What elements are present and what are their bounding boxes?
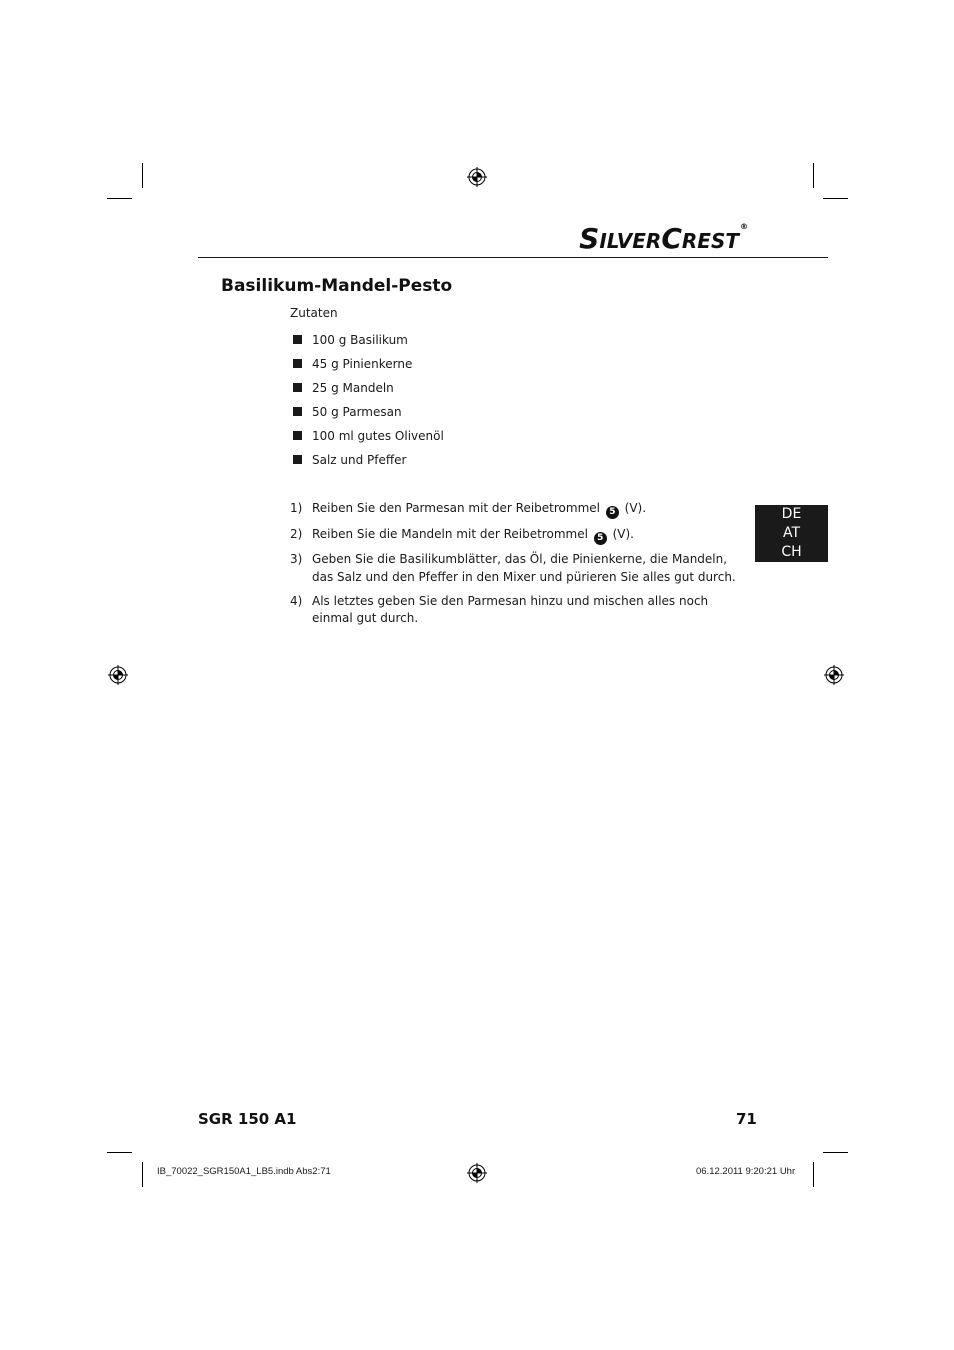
instruction-step xyxy=(290,526,740,545)
list-item xyxy=(293,451,444,475)
model-number: SGR 150 A1 xyxy=(198,1110,297,1128)
step-text-part: Reiben Sie den Parmesan mit der Reibetrommel xyxy=(312,501,600,515)
logo-letter: S xyxy=(579,222,600,255)
square-bullet-icon xyxy=(293,407,302,416)
square-bullet-icon xyxy=(293,455,302,464)
logo-letter: C xyxy=(661,222,682,255)
recipe-title: Basilikum-Mandel-Pesto xyxy=(221,276,453,296)
language-code: AT xyxy=(782,525,801,541)
print-slug-file: IB_70022_SGR150A1_LB5.indb Abs2:71 xyxy=(157,1166,331,1177)
language-code: CH xyxy=(781,544,802,560)
list-item xyxy=(293,403,444,427)
step-text-part: Reiben Sie die Mandeln mit der Reibetrommel xyxy=(312,526,588,541)
language-tab xyxy=(755,505,828,562)
list-item xyxy=(293,355,444,379)
instruction-step xyxy=(290,593,740,628)
ingredient-text: Salz und Pfeffer xyxy=(312,453,407,467)
page-number: 71 xyxy=(736,1110,757,1128)
square-bullet-icon xyxy=(293,383,302,392)
crop-mark xyxy=(823,1152,848,1153)
language-code: DE xyxy=(781,506,802,522)
header-divider xyxy=(198,257,828,258)
registered-mark: ® xyxy=(740,222,748,231)
crop-mark xyxy=(142,1162,143,1187)
registration-mark-icon xyxy=(108,665,128,685)
crop-mark xyxy=(107,1152,132,1153)
list-item xyxy=(293,427,444,451)
registration-mark-icon xyxy=(824,665,844,685)
crop-mark xyxy=(107,198,132,199)
ingredient-text: 100 g Basilikum xyxy=(312,333,408,347)
registration-mark-icon xyxy=(467,167,487,187)
ingredient-text: 50 g Parmesan xyxy=(312,405,402,419)
instructions-list xyxy=(290,500,740,634)
instruction-step xyxy=(290,551,740,586)
print-slug-date: 06.12.2011 9:20:21 Uhr xyxy=(696,1166,796,1177)
step-number: 2) xyxy=(290,526,303,541)
crop-mark xyxy=(823,198,848,199)
part-reference-badge: 5 xyxy=(606,506,619,519)
ingredient-text: 100 ml gutes Olivenöl xyxy=(312,429,444,443)
square-bullet-icon xyxy=(293,359,302,368)
step-text: Als letztes geben Sie den Parmesan hinzu und mischen alles noch einmal gut durch. xyxy=(312,593,709,625)
step-number: 3) xyxy=(290,552,303,566)
ingredients-list xyxy=(293,331,444,475)
part-reference-badge: 5 xyxy=(594,532,607,545)
crop-mark xyxy=(813,1162,814,1187)
ingredient-text: 45 g Pinienkerne xyxy=(312,357,413,371)
step-number: 1) xyxy=(290,501,303,515)
instruction-step xyxy=(290,500,740,519)
logo-text: REST xyxy=(681,229,739,253)
brand-logo xyxy=(579,222,748,255)
registration-mark-icon xyxy=(467,1163,487,1183)
square-bullet-icon xyxy=(293,335,302,344)
list-item xyxy=(293,379,444,403)
step-text-part: (V). xyxy=(612,526,634,541)
step-text xyxy=(312,526,740,545)
logo-text: ILVER xyxy=(599,229,662,253)
square-bullet-icon xyxy=(293,431,302,440)
crop-mark xyxy=(142,163,143,188)
step-text-part: (V). xyxy=(624,501,647,515)
step-text xyxy=(312,500,740,519)
list-item xyxy=(293,331,444,355)
step-number: 4) xyxy=(290,593,303,608)
step-text: Geben Sie die Basilikumblätter, das Öl, die Pinienkerne, die Mandeln, das Salz und den Pfeffer in den Mixer und pürieren Sie alles gut durch. xyxy=(312,552,736,584)
ingredients-heading: Zutaten xyxy=(290,306,338,320)
ingredient-text: 25 g Mandeln xyxy=(312,381,394,395)
crop-mark xyxy=(813,163,814,188)
